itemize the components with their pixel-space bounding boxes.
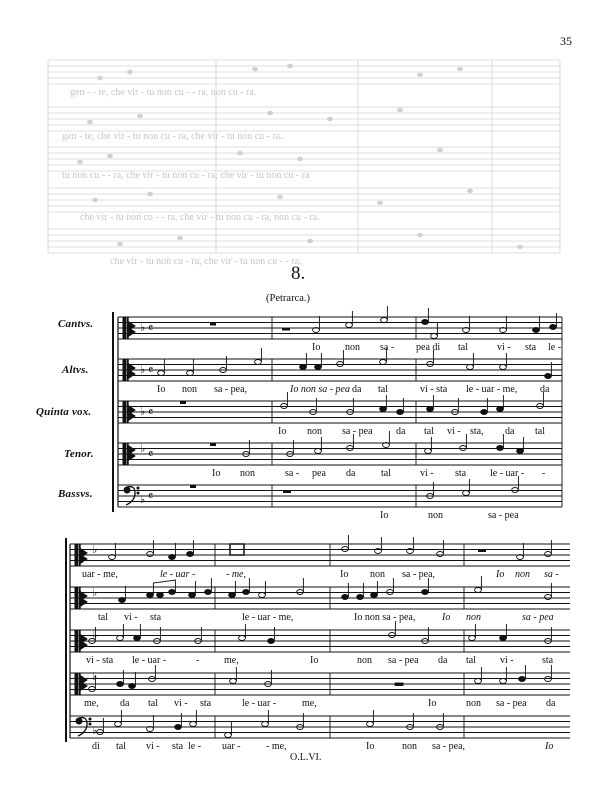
lyric-s2-altus: vi - bbox=[124, 612, 138, 623]
lyric-s1-quinta: sa - pea bbox=[342, 426, 373, 437]
lyric-s2-altus: tal bbox=[98, 612, 108, 623]
s2-staff-quinta bbox=[70, 630, 570, 652]
faded-lyric-1: gen - - te, che vir - tu non cu - - ra, non cu - ra. bbox=[70, 87, 257, 98]
lyric-s2-cantus: sa - pea, bbox=[402, 569, 436, 580]
lyric-s1-quinta: tal bbox=[424, 426, 434, 437]
lyric-s2-quinta: da bbox=[438, 655, 448, 666]
lyric-s1-quinta: sta, bbox=[470, 426, 484, 437]
lyric-s1-altus: non bbox=[182, 384, 197, 395]
lyric-s1-altus: le - uar - me, bbox=[466, 384, 518, 395]
lyric-s1-quinta: da bbox=[505, 426, 515, 437]
lyric-s2-tenor: da bbox=[546, 698, 556, 709]
lyric-s2-tenor: da bbox=[120, 698, 130, 709]
lyric-s1-tenor: tal bbox=[381, 468, 391, 479]
lyric-s2-altus: sta bbox=[150, 612, 162, 623]
lyric-s1-tenor: vi - bbox=[420, 468, 434, 479]
lyric-s1-tenor: Io bbox=[212, 468, 221, 479]
lyric-s2-bassus: Io bbox=[366, 741, 375, 752]
lyric-s2-quinta: le - uar - bbox=[132, 655, 167, 666]
lyric-s2-tenor: Io bbox=[428, 698, 437, 709]
rest-s1-bassus-2 bbox=[190, 485, 196, 488]
time-sig-s1-tenor: 𝄴 bbox=[148, 447, 154, 461]
lyric-s2-tenor: non bbox=[466, 698, 481, 709]
lyric-s2-cantus: uar - me, bbox=[82, 569, 118, 580]
lyric-s1-tenor: le - uar - bbox=[490, 468, 525, 479]
lyric-s1-quinta: Io bbox=[278, 426, 287, 437]
flat-s2-quinta: ♭ bbox=[92, 629, 98, 642]
lyric-s2-quinta: sa - pea bbox=[388, 655, 419, 666]
lyric-s2-quinta: Io bbox=[310, 655, 319, 666]
voice-label-quinta-vox: Quinta vox. bbox=[36, 406, 92, 418]
lyric-s2-cantus: non bbox=[370, 569, 385, 580]
flat-s1-quinta: ♭ bbox=[140, 405, 146, 418]
lyric-s1-altus: sa - pea, bbox=[214, 384, 248, 395]
time-sig-s1-altus: 𝄴 bbox=[148, 363, 154, 377]
lyric-s2-cantus: Io bbox=[340, 569, 349, 580]
rest-s1-quinta bbox=[180, 401, 186, 404]
rest-s1-bassus bbox=[283, 491, 291, 494]
lyric-s2-cantus-italic: le - uar - bbox=[160, 569, 196, 580]
rest-s1-cantus-2 bbox=[282, 328, 290, 331]
voice-label-tenor: Tenor. bbox=[64, 448, 94, 460]
faded-lyric-5: che vir - tu non cu - ra, che vir - tu non cu - - ra. bbox=[110, 256, 302, 267]
page-number: 35 bbox=[560, 34, 572, 48]
lyric-s1-altus-italic: Io non sa - pea bbox=[290, 384, 350, 395]
lyric-s2-cantus-italic: non bbox=[515, 569, 530, 580]
lyric-s1-cantus: vi - bbox=[497, 342, 511, 353]
lyric-s1-tenor: - bbox=[542, 468, 546, 479]
s1-staff-bassus bbox=[118, 485, 562, 507]
lyric-s1-cantus: tal bbox=[458, 342, 468, 353]
lyric-s2-bassus: le - bbox=[188, 741, 202, 752]
lyric-s2-cantus-italic: - me, bbox=[226, 569, 246, 580]
lyric-s1-cantus: sta bbox=[525, 342, 537, 353]
lyric-s1-quinta: non bbox=[307, 426, 322, 437]
lyric-s1-altus: Io bbox=[157, 384, 166, 395]
lyric-s1-quinta: vi - bbox=[447, 426, 461, 437]
lyric-s1-tenor: da bbox=[346, 468, 356, 479]
voice-label-bassus: Bassvs. bbox=[58, 488, 93, 500]
flat-s2-bassus: ♭ bbox=[92, 724, 98, 737]
lyric-s2-bassus: di bbox=[92, 741, 100, 752]
lyric-s1-altus: da bbox=[540, 384, 550, 395]
faded-lyric-2: gen - te, che vir - tu non cu - ra, che vir - tu non cu - ra. bbox=[62, 131, 283, 142]
lyric-s2-tenor: vi - bbox=[174, 698, 188, 709]
section-number: 8. bbox=[291, 263, 306, 284]
lyric-s2-quinta: vi - bbox=[500, 655, 514, 666]
flat-s2-cantus: ♭ bbox=[92, 543, 98, 556]
flat-s1-tenor: ♭ bbox=[140, 442, 146, 455]
lyric-s2-tenor: me, bbox=[84, 698, 99, 709]
voice-label-altus: Altvs. bbox=[62, 364, 89, 376]
lyric-s2-bassus: sa - pea, bbox=[432, 741, 466, 752]
flat-s1-bassus: ♭ bbox=[140, 493, 146, 506]
lyric-s1-altus: vi - sta bbox=[420, 384, 448, 395]
lyric-s2-altus: le - uar - me, bbox=[242, 612, 294, 623]
lyric-s1-bassus: sa - pea bbox=[488, 510, 519, 521]
lyric-s2-quinta: - bbox=[196, 655, 200, 666]
time-sig-s1-cantus: 𝄴 bbox=[148, 321, 154, 335]
s2-staff-altus bbox=[70, 587, 570, 609]
lyric-s2-bassus: tal bbox=[116, 741, 126, 752]
lyric-s1-tenor: non bbox=[240, 468, 255, 479]
lyric-s1-altus: da bbox=[352, 384, 362, 395]
s2-staff-cantus bbox=[70, 544, 570, 566]
lyric-s1-tenor: pea bbox=[312, 468, 326, 479]
lyric-s2-bassus: non bbox=[402, 741, 417, 752]
lyric-s2-tenor: sta bbox=[200, 698, 212, 709]
lyric-s1-quinta: da bbox=[396, 426, 406, 437]
lyric-s1-tenor: sta bbox=[455, 468, 467, 479]
lyric-s1-tenor: sa - bbox=[285, 468, 300, 479]
s1-staff-tenor bbox=[118, 443, 562, 465]
lyric-s1-bassus: Io bbox=[380, 510, 389, 521]
rest-s1-cantus bbox=[210, 323, 216, 326]
flat-s1-altus: ♭ bbox=[140, 363, 146, 376]
faded-lyric-4: che vir - tu non cu - - ra, che vir - tu non cu - ra, non cu - ra. bbox=[80, 212, 320, 223]
lyric-s2-altus-italic: Io bbox=[442, 612, 451, 623]
lyric-s2-quinta: non bbox=[357, 655, 372, 666]
lyric-s1-cantus: non bbox=[345, 342, 360, 353]
lyric-s2-bassus-italic: Io bbox=[545, 741, 554, 752]
lyric-s1-cantus: Io bbox=[312, 342, 321, 353]
lyric-s1-cantus: le - bbox=[548, 342, 562, 353]
lyric-s2-bassus: - me, bbox=[266, 741, 287, 752]
time-sig-s1-quinta: 𝄴 bbox=[148, 405, 154, 419]
lyric-s1-cantus: sa - bbox=[380, 342, 395, 353]
lyric-s2-bassus: vi - bbox=[146, 741, 160, 752]
s1-staff-altus bbox=[118, 359, 562, 381]
s2-staff-bassus bbox=[70, 716, 570, 738]
rest-s1-tenor bbox=[210, 443, 216, 446]
voice-label-cantus: Cantvs. bbox=[58, 318, 94, 330]
lyric-s2-tenor: le - uar - bbox=[242, 698, 277, 709]
lyric-s1-altus: tal bbox=[378, 384, 388, 395]
lyric-s2-quinta: vi - sta bbox=[86, 655, 114, 666]
lyric-s2-quinta: me, bbox=[224, 655, 239, 666]
s1-staff-cantus bbox=[118, 317, 562, 339]
flat-s2-tenor: ♭ bbox=[92, 670, 98, 683]
lyric-s2-tenor: sa - pea bbox=[496, 698, 527, 709]
poet-attribution: (Petrarca.) bbox=[266, 293, 311, 304]
lyric-s1-quinta: tal bbox=[535, 426, 545, 437]
s1-staff-quinta bbox=[118, 401, 562, 423]
rest-s2-cantus bbox=[478, 550, 486, 553]
lyric-s1-bassus: non bbox=[428, 510, 443, 521]
lyric-s2-tenor: tal bbox=[148, 698, 158, 709]
lyric-s2-altus-italic: non bbox=[466, 612, 481, 623]
flat-s2-altus: ♭ bbox=[92, 586, 98, 599]
lyric-s2-bassus: uar - bbox=[222, 741, 241, 752]
rest-s2-tenor bbox=[395, 683, 403, 686]
lyric-s2-tenor: me, bbox=[302, 698, 317, 709]
s2-staff-tenor bbox=[70, 673, 570, 695]
lyric-s2-cantus-italic: Io bbox=[496, 569, 505, 580]
lyric-s2-altus-italic: sa - pea bbox=[522, 612, 554, 623]
lyric-s2-quinta: tal bbox=[466, 655, 476, 666]
lyric-s2-cantus-italic: sa - bbox=[544, 569, 559, 580]
faded-lyric-3: tu non cu - - ra, che vir - tu non cu - ra, che vir - tu non cu - ra bbox=[62, 170, 310, 181]
flat-s1-cantus: ♭ bbox=[140, 321, 146, 334]
footer-mark: O.L.VI. bbox=[290, 752, 322, 763]
lyric-s2-altus: Io non sa - pea, bbox=[354, 612, 416, 623]
lyric-s1-cantus: pea di bbox=[416, 342, 441, 353]
time-sig-s1-bassus: 𝄴 bbox=[148, 489, 154, 503]
lyric-s2-bassus: sta bbox=[172, 741, 184, 752]
lyric-s2-quinta: sta bbox=[542, 655, 554, 666]
